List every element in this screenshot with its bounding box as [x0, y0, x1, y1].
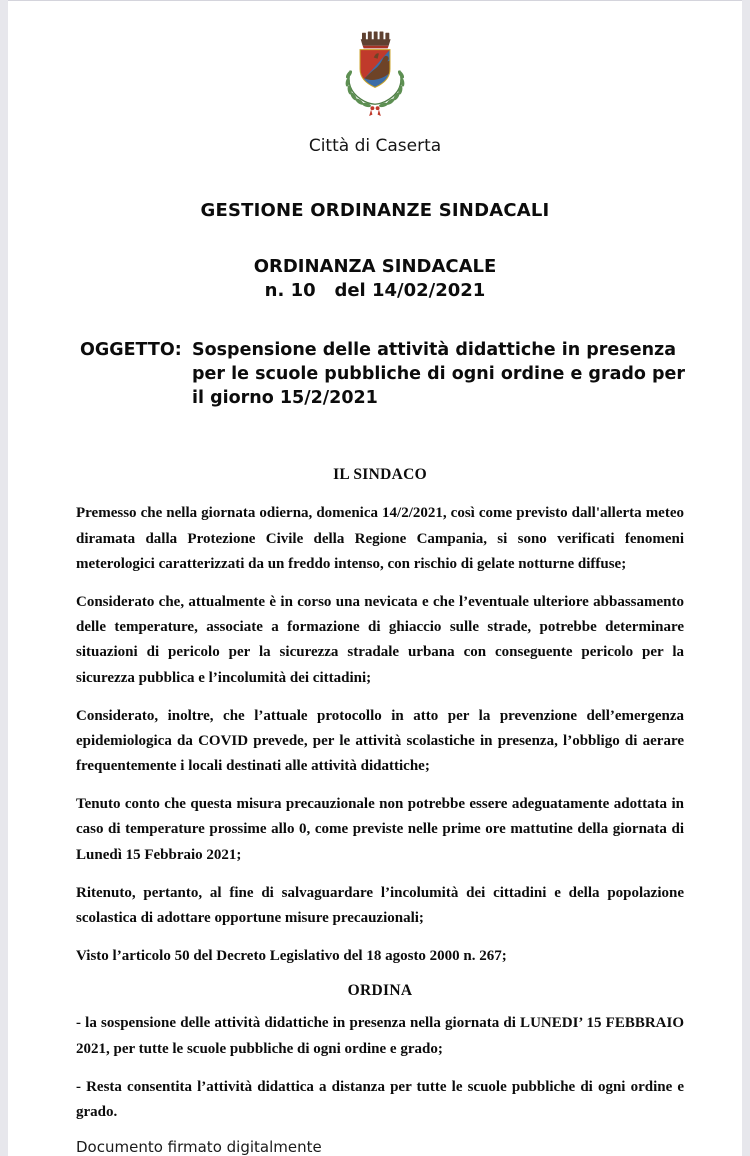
paragraph: Considerato, inoltre, che l’attuale protocollo in atto per la prevenzione dell’emergenza epidemiologica da COVID prevede, per le attività scolastiche in presenza, l’obbligo di aerare frequentemente i locali destinati alle attività didattiche; [76, 707, 684, 775]
paragraph: Tenuto conto che questa misura precauzionale non potrebbe essere adeguatamente adottata in caso di temperature prossime allo 0, come previste nelle prime ore mattutine della giornata di Lunedì 15 Febbraio 2021; [76, 796, 684, 863]
city-name: Città di Caserta [308, 136, 442, 156]
subject-block [8, 338, 742, 410]
ordinance-number-line: n. 10 del 14/02/2021 [264, 280, 486, 301]
sindaco-heading: IL SINDACO [333, 466, 427, 484]
ordina-heading: ORDINA [347, 982, 413, 1000]
ordinance-title: ORDINANZA SINDACALE [253, 256, 497, 277]
document-body [8, 466, 742, 1156]
ordina-item: - Resta consentita l’attività didattica a distanza per tutte le scuole pubbliche di ogni ordine e grado. [76, 1078, 684, 1120]
paragraph: Premesso che nella giornata odierna, domenica 14/2/2021, così come previsto dall'allerta meteo diramata dalla Protezione Civile della Regione Campania, si sono verificati fenomeni meterologici caratterizzati da un freddo intenso, con rischio di gelate notturne diffuse; [76, 505, 684, 572]
digital-signature-note: Documento firmato digitalmente [76, 1138, 322, 1156]
crest-container [8, 31, 742, 124]
paragraph: Considerato che, attualmente è in corso una nevicata e che l’eventuale ulteriore abbassamento delle temperature, associate a formazione di ghiaccio sulle strade, potrebbe determinare situazioni di pericolo per la sicurezza stradale urbana con conseguente pericolo per la sicurezza pubblica e l’incolumità dei cittadini; [76, 593, 684, 686]
caserta-coat-of-arms-icon [336, 31, 414, 119]
ordina-item: - la sospensione delle attività didattiche in presenza nella giornata di LUNEDI’ 15 FEBBRAIO 2021, per tutte le scuole pubbliche di ogni ordine e grado; [76, 1015, 684, 1057]
paragraph: Ritenuto, pertanto, al fine di salvaguardare l’incolumità dei cittadini e della popolazione scolastica di adottare opportune misure precauzionali; [76, 884, 684, 927]
subject-label: OGGETTO: [80, 340, 182, 360]
document-page [8, 0, 742, 1156]
paragraph: Visto l’articolo 50 del Decreto Legislativo del 18 agosto 2000 n. 267; [76, 948, 507, 965]
subject-text: Sospensione delle attività didattiche in presenza per le scuole pubbliche di ogni ordine e grado per il giorno 15/2/2021 [192, 340, 686, 409]
document-title: GESTIONE ORDINANZE SINDACALI [200, 200, 550, 221]
premise-paragraphs [76, 501, 684, 969]
ordina-items [76, 1011, 684, 1125]
